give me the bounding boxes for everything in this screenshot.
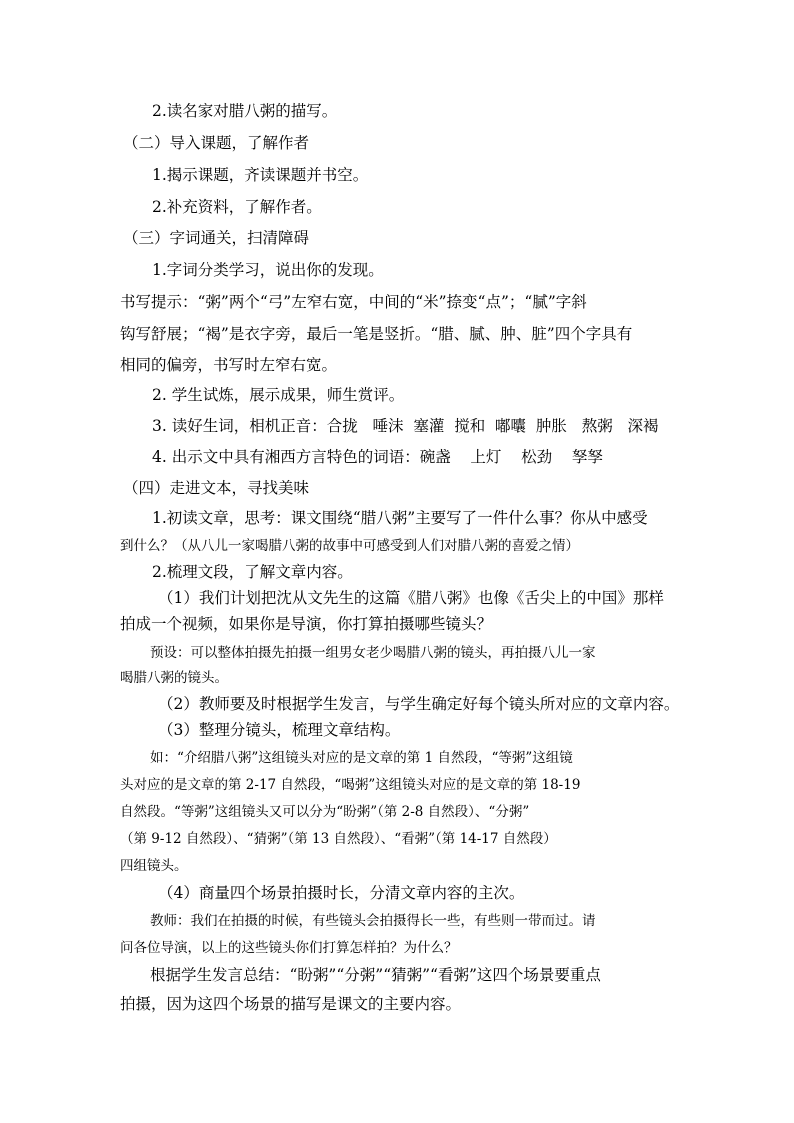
text-line: 相同的偏旁，书写时左窄右宽。 — [120, 356, 338, 374]
text-line: 1.初读文章，思考：课文围绕“腊八粥”主要写了一件什么事？你从中感受 — [152, 509, 648, 527]
text-line: 2.补充资料，了解作者。 — [152, 198, 322, 216]
text-line: 1.揭示课题，齐读课题并书空。 — [152, 166, 369, 184]
section-heading: （二）导入课题，了解作者 — [123, 134, 310, 152]
text-line: 2.梳理文段，了解文章内容。 — [152, 563, 353, 581]
text-line: （1）我们计划把沈从文先生的这篇《腊八粥》也像《舌尖上的中国》那样 — [158, 589, 664, 607]
text-line: 根据学生发言总结：“盼粥”“分粥”“猜粥”“看粥”这四个场景要重点 — [150, 966, 601, 984]
text-line: （第 9-12 自然段）、“猜粥”（第 13 自然段）、“看粥”（第 14-17 自然段） — [120, 831, 557, 847]
text-line: 喝腊八粥的镜头。 — [120, 670, 228, 686]
text-line: 到什么？（从八儿一家喝腊八粥的故事中可感受到人们对腊八粥的喜爱之情） — [120, 538, 579, 554]
text-line: 教师：我们在拍摄的时候，有些镜头会拍摄得长一些，有些则一带而过。请 — [150, 913, 596, 929]
text-line: 1.字词分类学习，说出你的发现。 — [152, 261, 384, 279]
text-line: 预设：可以整体拍摄先拍摄一组男女老少喝腊八粥的镜头，再拍摄八儿一家 — [150, 645, 596, 661]
section-heading: （三）字词通关，扫清障碍 — [123, 229, 310, 247]
text-line: 问各位导演，以上的这些镜头你们打算怎样拍？为什么？ — [120, 940, 458, 956]
text-line: 3. 读好生词，相机正音：合拢 唾沫 塞灌 搅和 嘟囔 肿胀 熬粥 深褐 — [152, 417, 659, 435]
text-line: 2. 学生试炼，展示成果，师生赏评。 — [152, 386, 405, 404]
text-line: 4. 出示文中具有湘西方言特色的词语：碗盏 上灯 松劲 孥孥 — [152, 448, 603, 466]
section-heading: （四）走进文本，寻找美味 — [123, 479, 310, 497]
text-line: （4）商量四个场景拍摄时长，分清文章内容的主次。 — [158, 884, 525, 902]
text-line: 钩写舒展；“褐”是衣字旁，最后一笔是竖折。“腊、腻、肿、脏”四个字具有 — [120, 325, 633, 343]
text-line: 如：“介绍腊八粥”这组镜头对应的是文章的第 1 自然段，“等粥”这组镜 — [150, 750, 573, 766]
text-line: 2.读名家对腊八粥的描写。 — [152, 102, 338, 120]
text-line: 拍摄，因为这四个场景的描写是课文的主要内容。 — [120, 995, 462, 1013]
text-line: 拍成一个视频，如果你是导演，你打算拍摄哪些镜头？ — [120, 615, 493, 633]
text-line: （3）整理分镜头，梳理文章结构。 — [158, 721, 401, 739]
text-line: 书写提示：“粥”两个“弓”左窄右宽，中间的“米”捺变“点”；“腻”字斜 — [120, 293, 587, 311]
text-line: 头对应的是文章的第 2-17 自然段，“喝粥”这组镜头对应的是文章的第 18-19 — [120, 777, 581, 793]
text-line: 四组镜头。 — [120, 858, 188, 874]
text-line: 自然段。“等粥”这组镜头又可以分为“盼粥”（第 2-8 自然段）、“分粥” — [120, 804, 530, 820]
text-line: （2）教师要及时根据学生发言，与学生确定好每个镜头所对应的文章内容。 — [158, 695, 680, 713]
